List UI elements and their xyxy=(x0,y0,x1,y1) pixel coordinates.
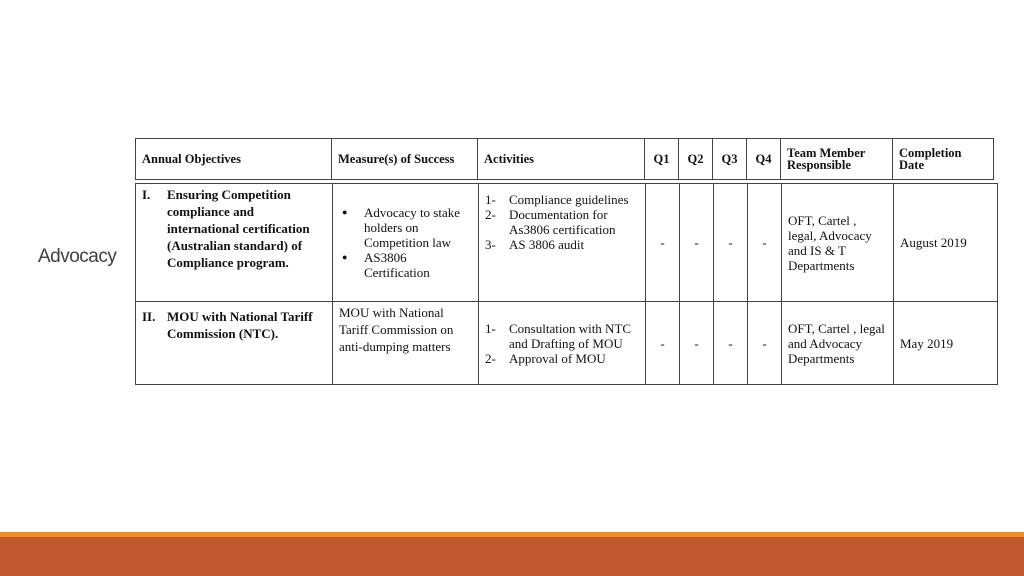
header-q4: Q4 xyxy=(747,139,781,180)
measures-cell: MOU with National Tariff Commission on anti-dumping matters xyxy=(333,302,479,385)
q1-cell: - xyxy=(646,302,680,385)
table-row xyxy=(136,184,998,302)
objectives-table xyxy=(135,183,998,385)
header-measures: Measure(s) of Success xyxy=(332,139,478,180)
measure-item: ● Advocacy to stake holders on Competition law xyxy=(339,205,472,250)
objective-text: Ensuring Competition compliance and international certification (Australian standard) of Compliance program. xyxy=(167,187,310,270)
q4-cell: - xyxy=(748,184,782,302)
header-q3: Q3 xyxy=(713,139,747,180)
header-annual-objectives: Annual Objectives xyxy=(136,139,332,180)
completion-cell: May 2019 xyxy=(894,302,998,385)
activities-cell xyxy=(479,184,646,302)
q2-cell: - xyxy=(680,302,714,385)
header-activities: Activities xyxy=(478,139,645,180)
header-team: Team Member Responsible xyxy=(781,139,893,180)
table-header xyxy=(135,138,994,180)
team-cell: OFT, Cartel , legal and Advocacy Departments xyxy=(782,302,894,385)
measures-cell xyxy=(333,184,479,302)
q2-cell: - xyxy=(680,184,714,302)
objective-text: MOU with National Tariff Commission (NTC). xyxy=(167,309,313,341)
objective-cell xyxy=(136,184,333,302)
completion-cell: August 2019 xyxy=(894,184,998,302)
footer-bar xyxy=(0,537,1024,576)
header-q1: Q1 xyxy=(645,139,679,180)
activity-item: 1- Consultation with NTC and Drafting of MOU xyxy=(485,320,632,351)
header-q2: Q2 xyxy=(679,139,713,180)
activity-item: 2- Documentation for As3806 certification xyxy=(485,207,616,237)
section-label: Advocacy xyxy=(38,246,117,267)
objective-number: I. xyxy=(142,187,151,202)
activity-item: 2- Approval of MOU xyxy=(485,350,606,366)
activity-item: 1- Compliance guidelines xyxy=(485,192,629,207)
activity-item: 3- AS 3806 audit xyxy=(485,237,585,252)
q3-cell: - xyxy=(714,184,748,302)
activities-cell xyxy=(479,302,646,385)
q1-cell: - xyxy=(646,184,680,302)
objective-number: II. xyxy=(142,309,156,324)
header-completion: Completion Date xyxy=(893,139,994,180)
team-cell: OFT, Cartel , legal, Advocacy and IS & T Departments xyxy=(782,184,894,302)
q3-cell: - xyxy=(714,302,748,385)
q4-cell: - xyxy=(748,302,782,385)
measure-item: ● AS3806 Certification xyxy=(339,250,472,280)
objective-cell xyxy=(136,302,333,385)
table-row xyxy=(136,302,998,385)
